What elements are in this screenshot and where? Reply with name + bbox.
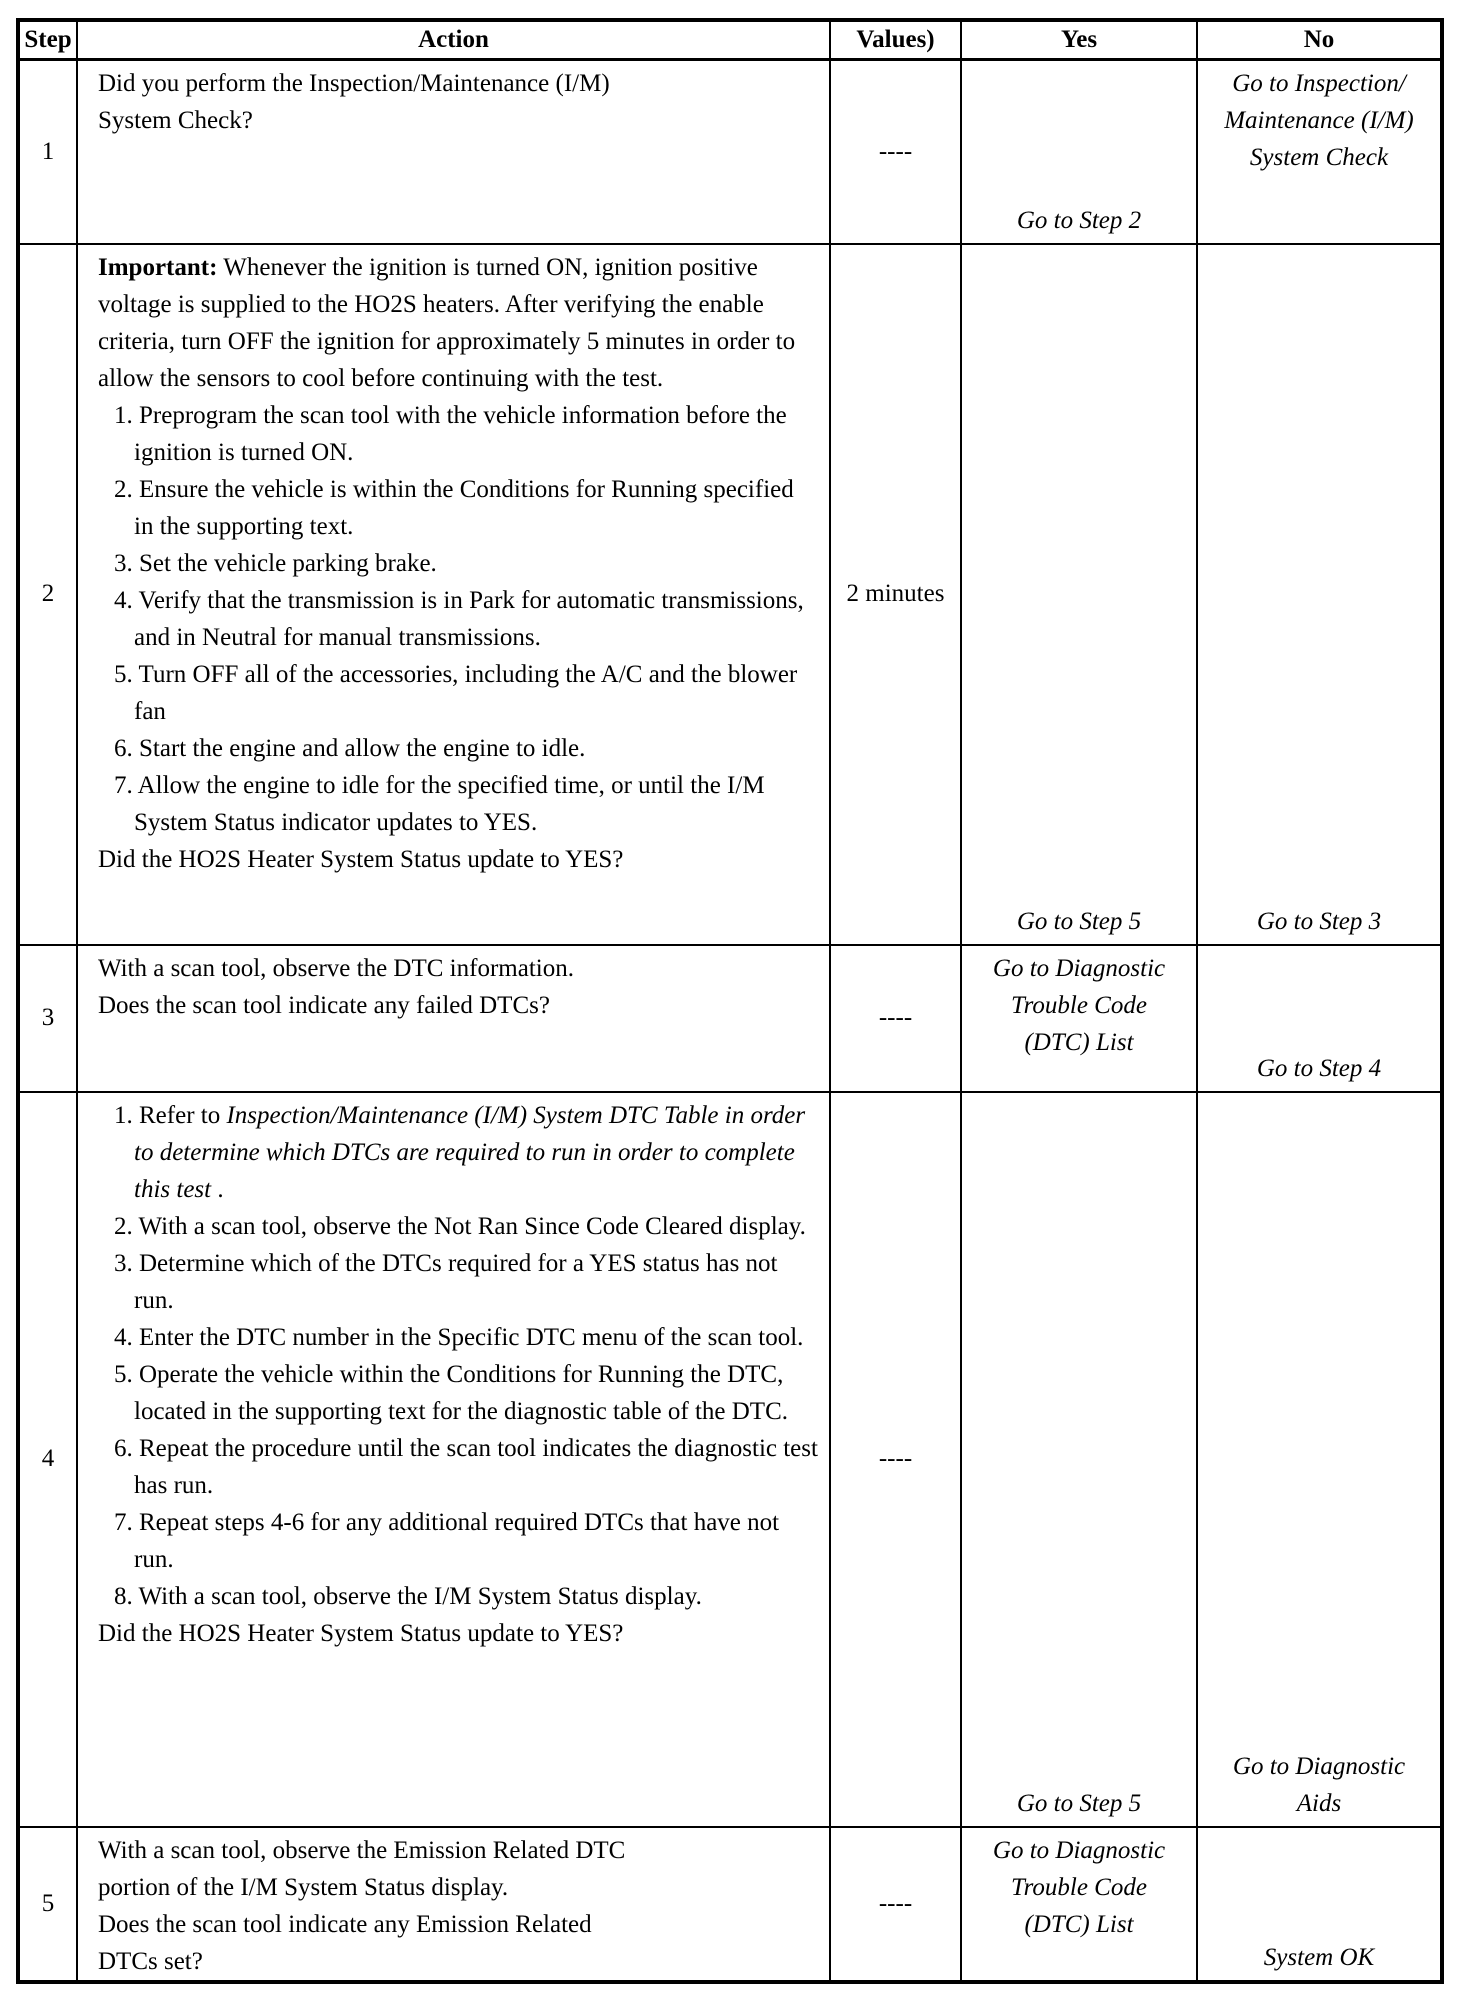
action-line: Does the scan tool indicate any failed DTCs? [98,991,550,1019]
item-suffix: . [211,1175,224,1203]
list-item: 8. With a scan tool, observe the I/M System Status display. [114,1582,702,1610]
value-cell: ---- [830,1092,961,1827]
header-values: Values) [830,20,961,60]
list-item: 5. Operate the vehicle within the Conditions for Running the DTC, located in the supporting text for the diagnostic table of the DTC. [114,1360,789,1425]
item-prefix: 1. Refer to [114,1101,227,1129]
no-cell [1197,244,1442,945]
list-item: 2. With a scan tool, observe the Not Ran Since Code Cleared display. [114,1212,806,1240]
table-row [18,60,1442,244]
question: Did the HO2S Heater System Status update to YES? [98,1619,624,1647]
action-line: System Check? [98,107,253,134]
no-link[interactable]: Go to Inspection/ Maintenance (I/M) System Check [1224,70,1414,171]
list-item: 4. Enter the DTC number in the Specific DTC menu of the scan tool. [114,1323,804,1351]
question: Did the HO2S Heater System Status update to YES? [98,845,624,873]
yes-link[interactable]: Go to Step 5 [1016,907,1142,935]
list-item: 3. Determine which of the DTCs required for a YES status has not run. [114,1249,778,1314]
header-row [18,20,1442,60]
value-cell: ---- [830,945,961,1092]
important-label: Important: [98,253,218,281]
action-line: portion of the I/M System Status display. [98,1873,509,1901]
diagnostic-table-page [16,18,1440,1978]
value-cell: ---- [830,1827,961,1982]
list-item: 4. Verify that the transmission is in Park for automatic transmissions, and in Neutral for manual transmissions. [114,586,804,651]
no-link[interactable]: Go to Diagnostic Aids [1232,1752,1406,1817]
no-cell [1197,1827,1442,1982]
reference-link[interactable]: Inspection/Maintenance (I/M) System DTC Table in order to determine which DTCs are required to run in order to complete this test [134,1101,806,1203]
list-item: 1. Preprogram the scan tool with the vehicle information before the ignition is turned ON. [114,401,787,466]
yes-cell [961,1092,1197,1827]
yes-cell [961,60,1197,244]
action-cell [77,1827,830,1982]
step-number: 3 [18,945,77,1092]
action-line: DTCs set? [98,1947,203,1975]
action-line: Does the scan tool indicate any Emission Related [98,1910,592,1938]
value-cell: 2 minutes [830,244,961,945]
yes-link[interactable]: Go to Diagnostic Trouble Code (DTC) List [992,1836,1166,1938]
list-item: 7. Repeat steps 4-6 for any additional required DTCs that have not run. [114,1508,780,1573]
yes-cell [961,1827,1197,1982]
table-row [18,1092,1442,1827]
list-item: 5. Turn OFF all of the accessories, including the A/C and the blower fan [114,660,798,725]
no-cell [1197,945,1442,1092]
no-cell [1197,60,1442,244]
step-number: 1 [18,60,77,244]
header-action: Action [77,20,830,60]
list-item: 3. Set the vehicle parking brake. [114,549,437,577]
header-no: No [1197,20,1442,60]
procedure-list [98,397,819,841]
value-cell: ---- [830,60,961,244]
diagnostic-table [16,18,1444,1984]
yes-cell [961,244,1197,945]
list-item: 7. Allow the engine to idle for the specified time, or until the I/M System Status indicator updates to YES. [114,771,765,836]
table-row [18,1827,1442,1982]
header-step: Step [18,20,77,60]
action-cell [77,1092,830,1827]
yes-link[interactable]: Go to Diagnostic Trouble Code (DTC) List [992,954,1166,1056]
no-link[interactable]: System OK [1263,1943,1375,1971]
step-number: 2 [18,244,77,945]
action-line: Did you perform the Inspection/Maintenance (I/M) [98,70,610,97]
important-text: Whenever the ignition is turned ON, ignition positive voltage is supplied to the HO2S heaters. After verifying the enable criteria, turn OFF the ignition for approximately 5 minutes in order to allow the sensors to cool before continuing with the test. [98,253,796,392]
action-line: With a scan tool, observe the Emission Related DTC [98,1836,626,1864]
no-cell [1197,1092,1442,1827]
list-item [98,1097,819,1208]
list-item: 6. Repeat the procedure until the scan tool indicates the diagnostic test has run. [114,1434,818,1499]
table-row [18,945,1442,1092]
no-link[interactable]: Go to Step 3 [1256,907,1382,935]
header-yes: Yes [961,20,1197,60]
yes-cell [961,945,1197,1092]
list-item: 2. Ensure the vehicle is within the Conditions for Running specified in the supporting text. [114,475,794,540]
action-cell [77,945,830,1092]
procedure-list [98,1097,819,1615]
step-number: 5 [18,1827,77,1982]
table-row [18,244,1442,945]
no-link[interactable]: Go to Step 4 [1256,1054,1382,1082]
yes-link[interactable]: Go to Step 2 [1016,206,1142,234]
important-note [98,249,819,397]
action-cell [77,60,830,244]
action-line: With a scan tool, observe the DTC information. [98,954,574,982]
yes-link[interactable]: Go to Step 5 [1016,1789,1142,1817]
action-cell [77,244,830,945]
list-item: 6. Start the engine and allow the engine to idle. [114,734,586,762]
step-number: 4 [18,1092,77,1827]
